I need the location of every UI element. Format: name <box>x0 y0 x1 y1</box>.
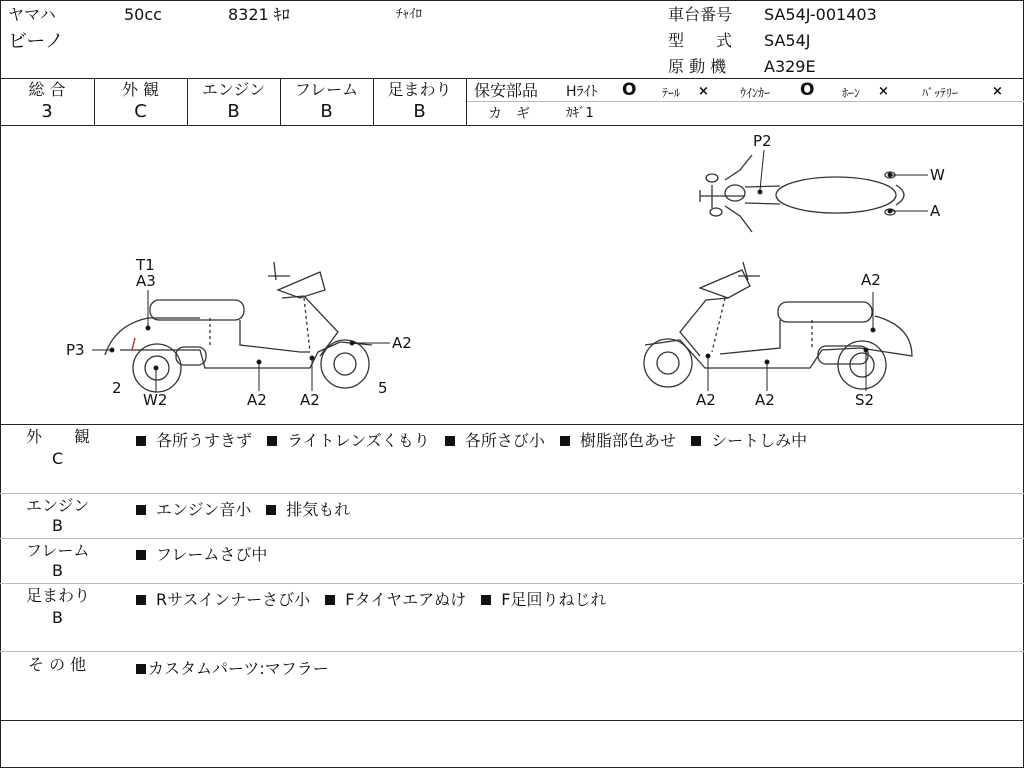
note-grade-exterior: C <box>52 449 64 468</box>
type-value: SA54J <box>764 31 811 50</box>
note-item: カスタムパーツ:マフラー <box>148 659 329 678</box>
diagram-label-p2: P2 <box>753 132 772 150</box>
note-grade-suspension: B <box>52 608 63 627</box>
note-item: 各所うすきず <box>156 431 253 450</box>
safety-item-horn: ﾎｰﾝ <box>842 86 861 100</box>
key-value: ｶｷﾞ1 <box>566 106 594 121</box>
note-item: エンジン音小 <box>156 500 252 519</box>
note-label-engine: エンジン <box>26 496 90 515</box>
safety-title: 保安部品 <box>474 81 539 100</box>
grade-value-overall: 3 <box>41 101 53 122</box>
safety-item-tail: ﾃｰﾙ <box>662 86 681 100</box>
displacement: 50cc <box>124 5 162 24</box>
note-label-frame: フレーム <box>26 541 90 560</box>
safety-mark-tail: × <box>698 84 709 99</box>
model-name: ビーノ <box>8 30 64 52</box>
grade-value-frame: B <box>320 101 333 122</box>
grade-value-exterior: C <box>134 101 147 122</box>
note-grade-frame: B <box>52 561 63 580</box>
note-label-exterior: 外 観 <box>26 427 91 446</box>
divider <box>0 651 1024 652</box>
diagram-label-a2-seat-right: A2 <box>861 271 881 289</box>
divider <box>0 424 1024 425</box>
grade-label-suspension: 足まわり <box>387 80 452 99</box>
note-grade-engine: B <box>52 516 63 535</box>
frame-no: SA54J-001403 <box>764 5 877 24</box>
note-label-suspension: 足まわり <box>26 586 91 605</box>
safety-item-battery: ﾊﾞｯﾃﾘｰ <box>922 86 959 100</box>
divider <box>0 720 1024 721</box>
note-item: シートしみ中 <box>711 431 808 450</box>
diagram-label-a: A <box>930 202 941 220</box>
diagram-label-w: W <box>930 166 945 184</box>
note-item: Rサスインナーさび小 <box>156 590 311 609</box>
note-item: Fタイヤエアぬけ <box>345 590 467 609</box>
divider <box>466 78 467 125</box>
diagram-label-a2-front-left: A2 <box>392 334 412 352</box>
grade-value-suspension: B <box>413 101 426 122</box>
diagram-label-2: 2 <box>112 379 122 397</box>
note-item: ライトレンズくもり <box>287 431 430 450</box>
diagram-label-5: 5 <box>378 379 388 397</box>
diagram-label-p3: P3 <box>66 341 85 359</box>
note-items-frame <box>136 542 277 565</box>
note-item: 各所さび小 <box>464 431 545 450</box>
grade-label-engine: エンジン <box>201 80 266 99</box>
engine-label: 原 動 機 <box>668 57 727 76</box>
maker: ヤマハ <box>8 5 56 24</box>
note-items-exterior <box>136 428 817 451</box>
diagram-label-a2-front-right: A2 <box>696 391 716 409</box>
divider <box>0 538 1024 539</box>
diagram-label-a2-under-left: A2 <box>300 391 320 409</box>
grade-label-overall: 総 合 <box>28 80 66 99</box>
divider <box>0 493 1024 494</box>
safety-item-headlight: Hﾗｲﾄ <box>566 84 598 100</box>
safety-item-winker: ｳｲﾝｶｰ <box>740 86 771 100</box>
scooter-top-view <box>700 155 904 232</box>
note-items-engine <box>136 497 360 520</box>
safety-mark-headlight: O <box>622 80 637 100</box>
color: ﾁｬｲﾛ <box>396 7 422 22</box>
note-label-other: そ の 他 <box>28 655 87 674</box>
diagram-label-a2-floor-left: A2 <box>247 391 267 409</box>
diagram-label-w2: W2 <box>143 391 168 409</box>
note-items-suspension <box>136 587 616 610</box>
safety-mark-winker: O <box>800 80 815 100</box>
diagram-label-s2: S2 <box>855 391 875 409</box>
divider <box>0 583 1024 584</box>
scooter-diagram <box>0 125 1024 424</box>
grade-label-frame: フレーム <box>294 80 359 99</box>
diagram-label-a3: A3 <box>136 272 156 290</box>
note-item: F足回りねじれ <box>501 590 607 609</box>
divider <box>0 78 1024 79</box>
note-items-other <box>136 656 339 679</box>
diagram-label-t1: T1 <box>136 256 155 274</box>
note-item: 樹脂部色あせ <box>579 431 676 450</box>
mileage: 8321 ｷﾛ <box>228 5 290 24</box>
grade-value-engine: B <box>227 101 240 122</box>
damage-mark <box>132 338 135 350</box>
frame-no-label: 車台番号 <box>668 5 733 24</box>
note-item: フレームさび中 <box>156 545 268 564</box>
grade-label-exterior: 外 観 <box>121 80 160 99</box>
key-label: カ ギ <box>488 106 530 122</box>
diagram-label-a2-floor-right: A2 <box>755 391 775 409</box>
safety-mark-horn: × <box>878 84 889 99</box>
type-label: 型 式 <box>668 31 733 50</box>
safety-mark-battery: × <box>992 84 1003 99</box>
note-item: 排気もれ <box>286 500 351 519</box>
engine-value: A329E <box>764 57 816 76</box>
